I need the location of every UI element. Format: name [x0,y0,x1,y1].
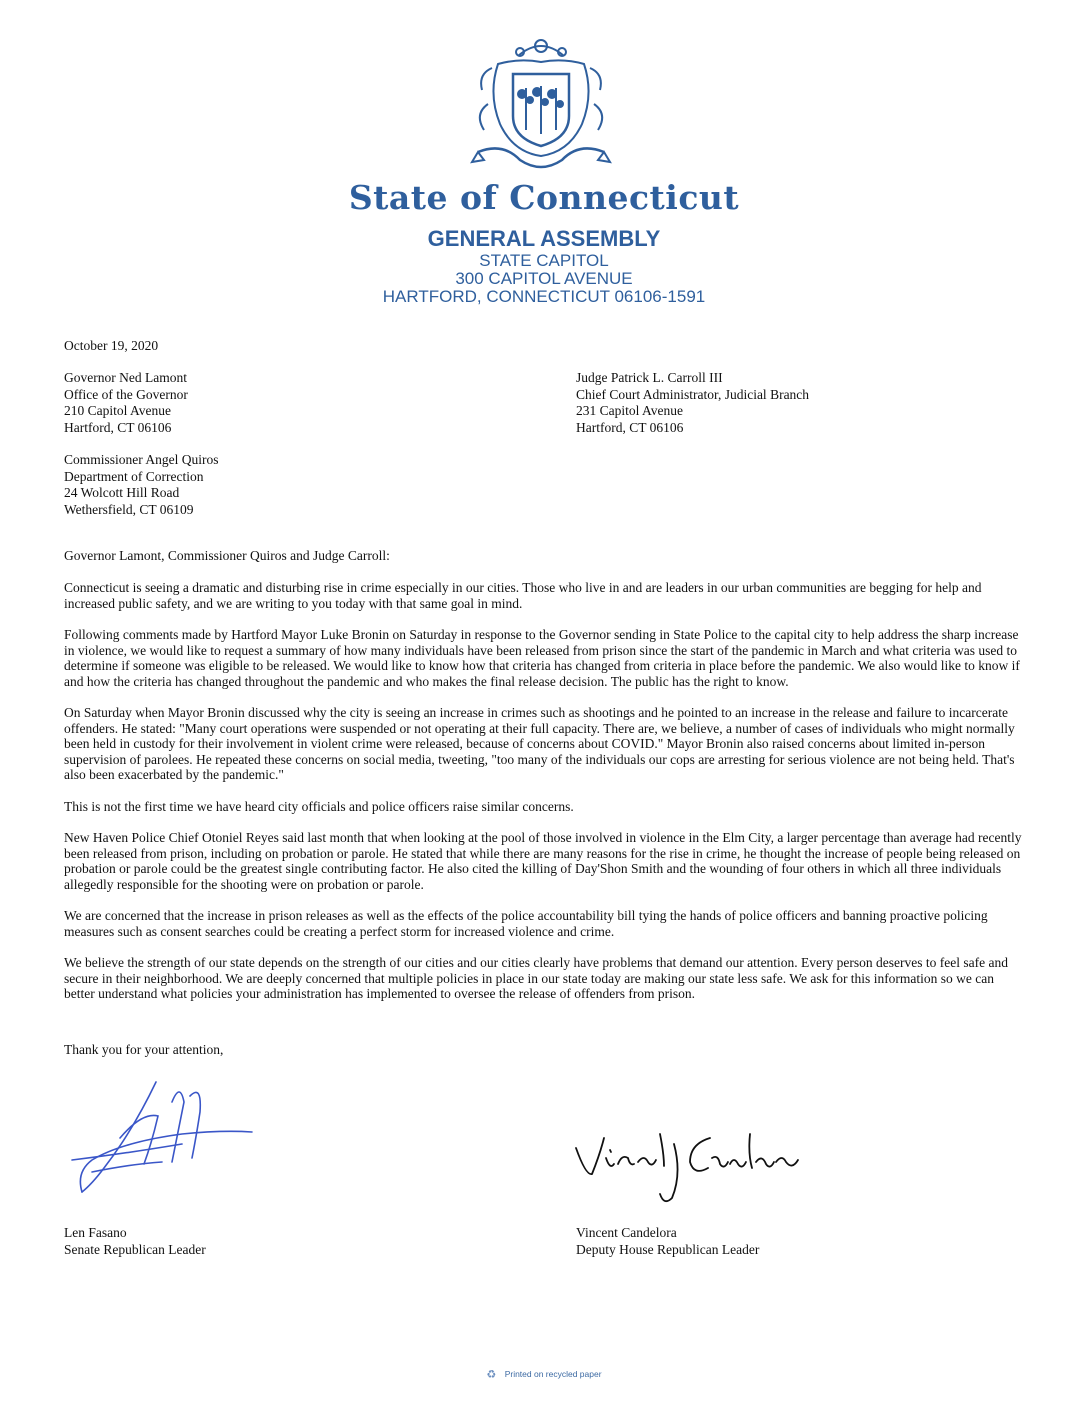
body-paragraph: Connecticut is seeing a dramatic and disturbing rise in crime especially in our cities. Those who live in and are leaders in our urban communities are begging for help and increased public safety, and we are writing to you today with that same goal in mind. [64,580,982,611]
assembly-title: GENERAL ASSEMBLY [427,226,661,251]
body-paragraph: Following comments made by Hartford Mayor Luke Bronin on Saturday in response to the Governor sending in State Police to the capital city to help address the sharp increase in violence, we would like to request a summary of how many individuals have been released from prison since the start of the pandemic in March and what criteria was used to determine if someone was eligible to be released. We would like to know how that criteria has changed from criteria in place before the pandemic. We also would like to know if and how the criteria has changed throughout the pandemic and who makes the final release decision. The public has the right to know. [64,627,1020,689]
signer-fasano [64,1225,206,1258]
recipient-line: Wethersfield, CT 06109 [64,501,194,517]
body-paragraph: We believe the strength of our state depends on the strength of our cities and our cities clearly have problems that demand our attention. Every person deserves to feel safe and secure in their neighborhood. We are deeply concerned that multiple policies in place in our state today are making our state less safe. We ask for this information so we can better understand what policies your administration has implemented to oversee the release of offenders from prison. [64,955,1008,1001]
state-seal-logo [458,34,624,184]
recycle-icon: ♻ [486,1369,497,1381]
recipient-line: Hartford, CT 06106 [64,419,172,435]
letter-body [64,580,1024,1018]
recipient-line: Department of Correction [64,468,204,484]
address-line-2: 300 CAPITOL AVENUE [455,269,633,288]
recipient-line: 210 Capitol Avenue [64,403,171,418]
closing-line: Thank you for your attention, [64,1042,224,1057]
signer-name: Vincent Candelora [576,1225,677,1240]
recipient-line: 24 Wolcott Hill Road [64,485,180,500]
salutation: Governor Lamont, Commissioner Quiros and Judge Carroll: [64,548,390,563]
recipient-judge [576,370,809,436]
signer-title: Deputy House Republican Leader [576,1241,760,1257]
body-paragraph: We are concerned that the increase in prison releases as well as the effects of the police accountability bill tying the hands of police officers and banning proactive policing measures such as consent searches could be creating a perfect storm for increased violence and crime. [64,908,988,939]
body-paragraph: New Haven Police Chief Otoniel Reyes said last month that when looking at the pool of those involved in violence in the Elm City, a larger percentage than average had recently been released from prison, including on probation or parole. He stated that while there are many reasons for the rise in crime, he thought the increase of people being released on probation or parole could be the greatest single contributing factor. He also cited the killing of Day'Shon Smith and the wounding of four others in which all three individuals allegedly responsible for the shooting were on probation or parole. [64,830,1022,892]
footer-note [0,1368,1088,1381]
recipient-governor [64,370,188,436]
body-paragraph: On Saturday when Mayor Bronin discussed why the city is seeing an increase in crimes such as shootings and he pointed to an increase in the release and failure to incarcerate offenders. He stated: "Many court operations were suspended or not operating at their full capacity. There are, we believe, a number of cases of individuals who might normally been held in custody for their involvement in violent crime were released, because of concerns about COVID." Mayor Bronin also raised concerns about limited in-person supervision of parolees. He repeated these concerns on social media, tweeting, "too many of the individuals our cops are arresting for serious violence are not being held. That's also been exacerbated by the pandemic." [64,705,1015,782]
signature-fasano [62,1072,262,1202]
signer-candelora [576,1225,759,1258]
footer-text: Printed on recycled paper [504,1368,602,1379]
recipient-line: Chief Court Administrator, Judicial Branch [576,386,810,402]
address-line-3: HARTFORD, CONNECTICUT 06106-1591 [382,287,706,306]
recipient-commissioner [64,452,219,518]
recipient-line: Commissioner Angel Quiros [64,452,219,467]
signature-candelora [570,1114,810,1214]
recipient-line: Office of the Governor [64,386,188,402]
state-title: State of Connecticut [348,178,740,217]
address-line-1: STATE CAPITOL [479,251,609,270]
signer-name: Len Fasano [64,1225,127,1240]
recipient-line: Judge Patrick L. Carroll III [576,370,723,385]
recipient-line: Governor Ned Lamont [64,370,187,385]
body-paragraph: This is not the first time we have heard city officials and police officers raise similar concerns. [64,798,574,814]
letter-date: October 19, 2020 [64,338,159,353]
recipient-line: 231 Capitol Avenue [576,403,683,418]
general-assembly-address [0,226,1088,306]
recipient-line: Hartford, CT 06106 [576,419,684,435]
signer-title: Senate Republican Leader [64,1241,206,1257]
